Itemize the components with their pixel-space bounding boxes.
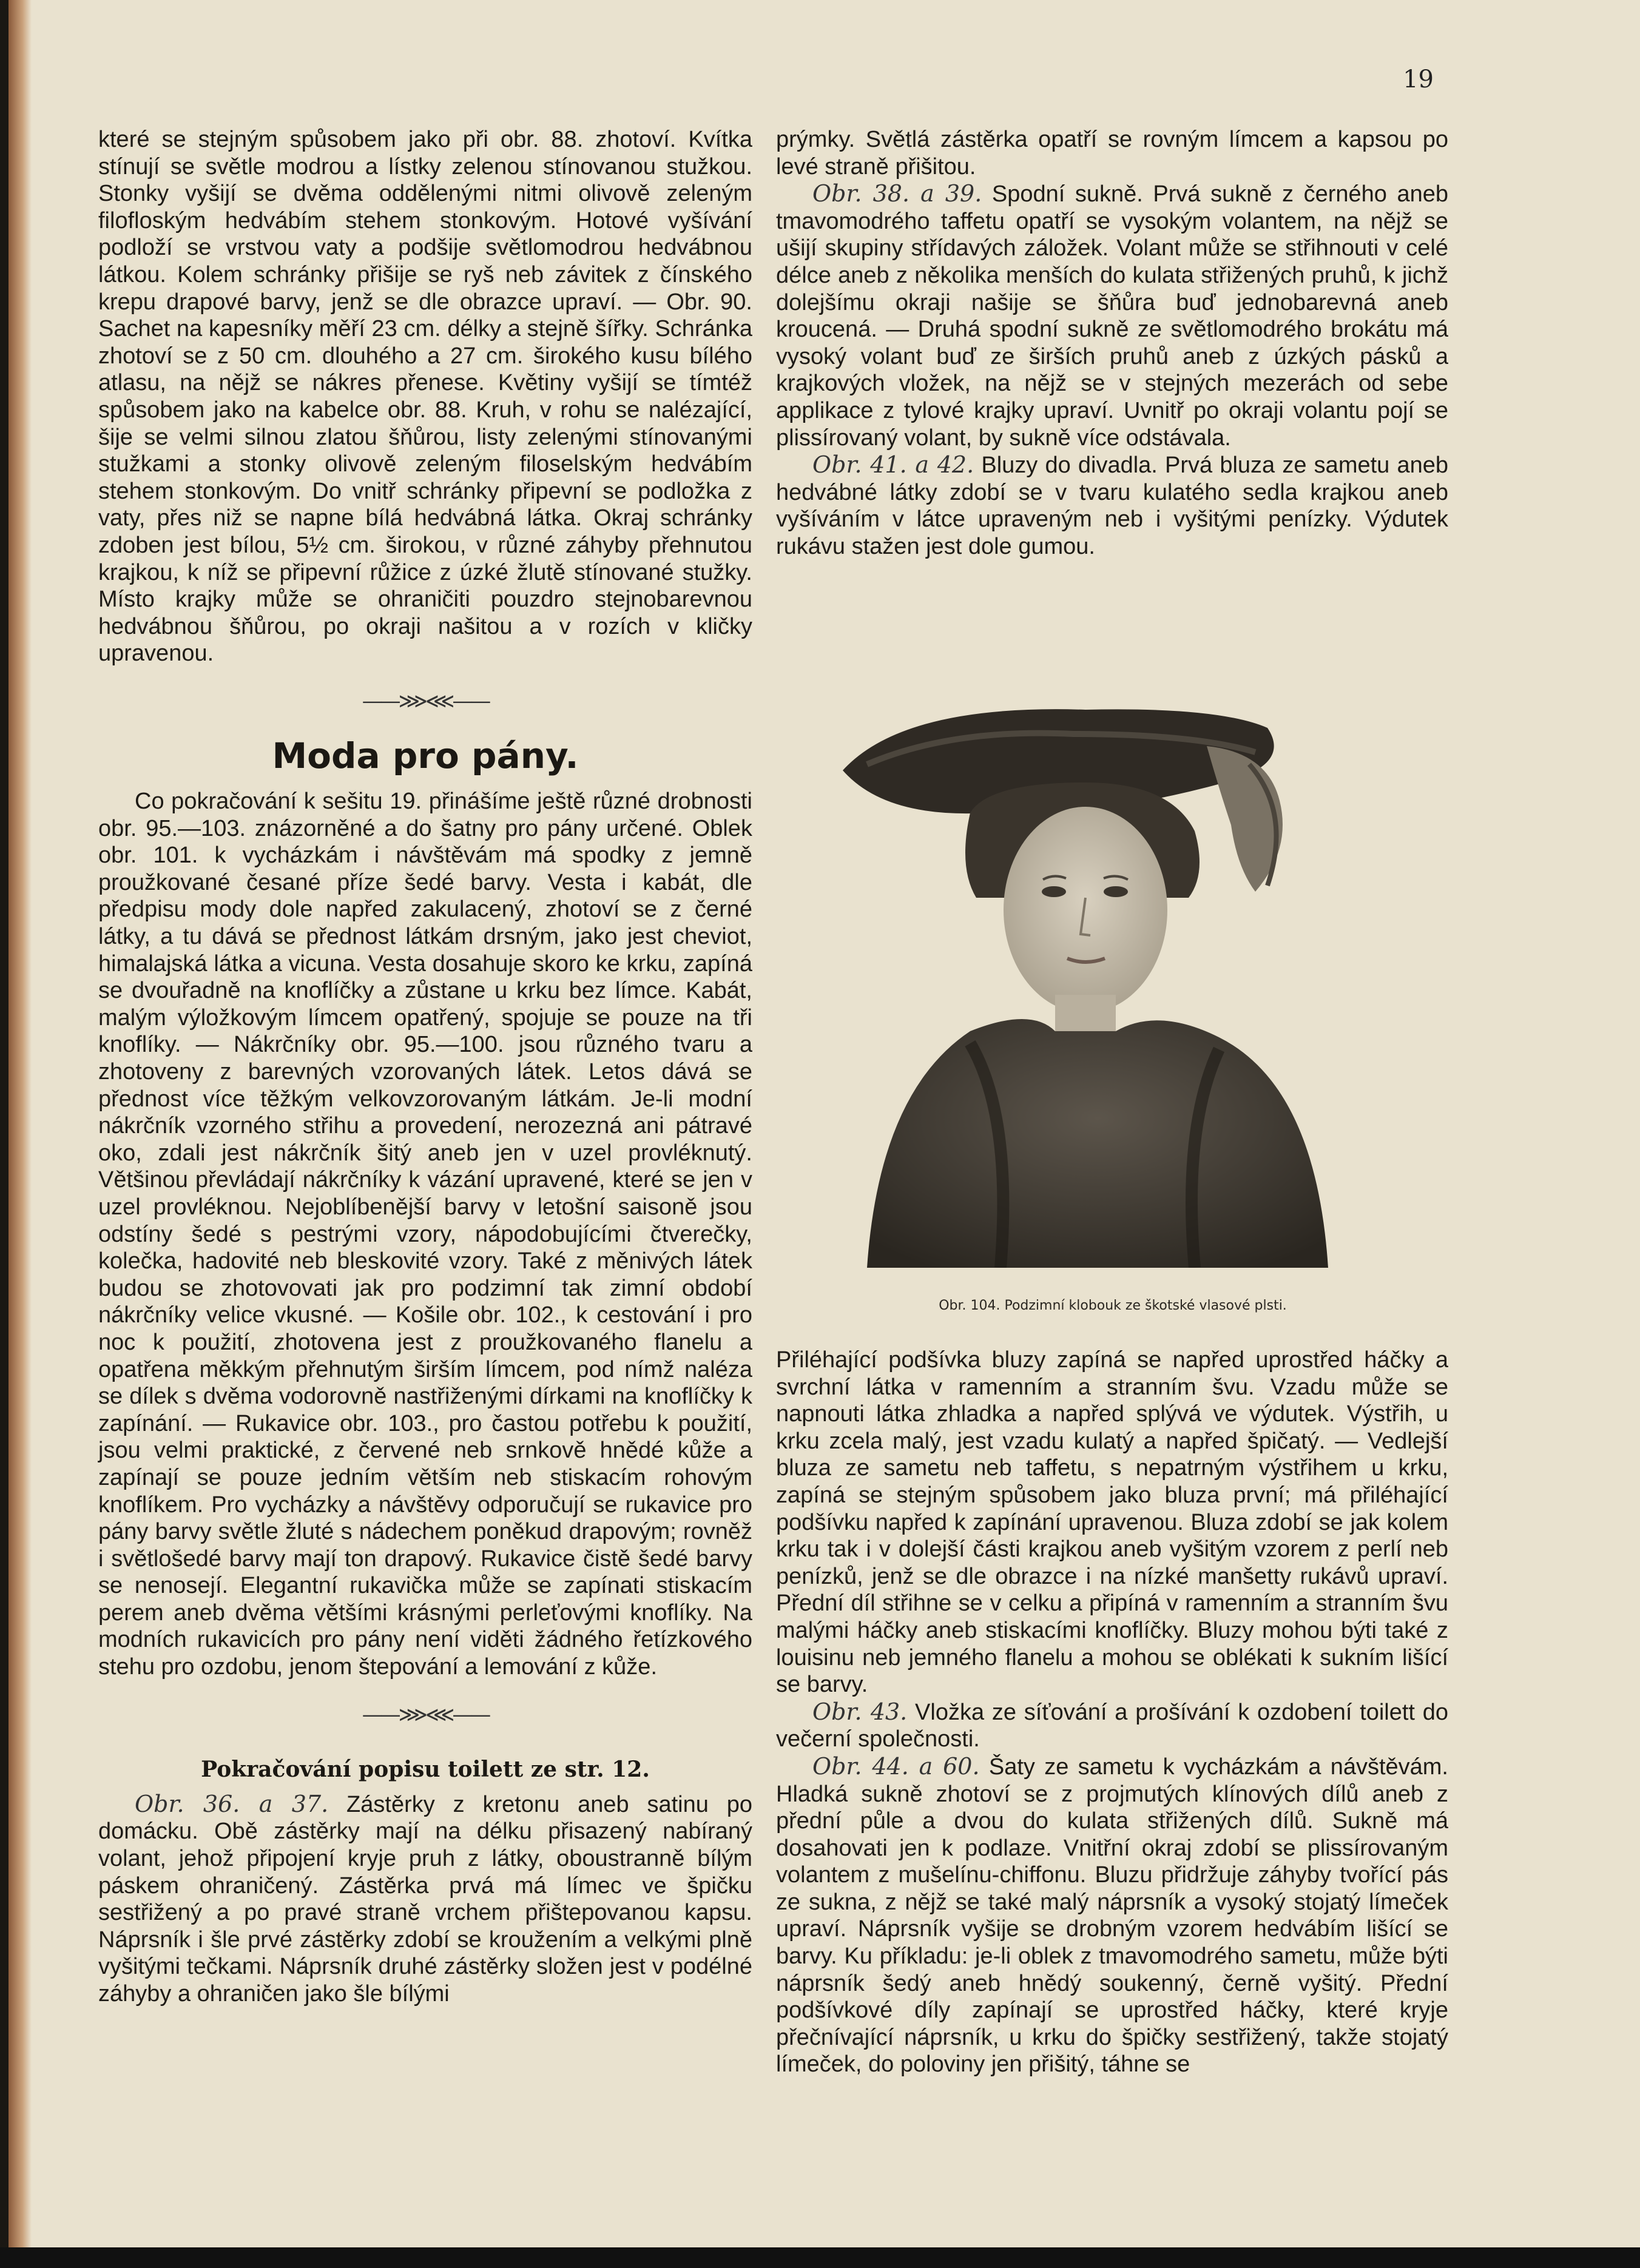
figure-reference: Obr. 43. [812,1698,908,1725]
paragraph-text: Šaty ze sametu k vycházkám a návštěvám. Hladká sukně zhotoví se z projmutých klínových dílů aneb z přední půle a dvou do kulata střižených dílů. Sukně má dosahovati jen k podlaze. Vnitřní okraj zdobí se plissírovaným volantem z mušelínu-chiffonu. Bluzu přidržuje záhyby tvořící pás ze sukna, z nějž se také malý náprsník a vysoký stojatý límeček upraví. Náprsník vyšije se drobným vzorem hedvábím lišící se barvy. Ku příkladu: je-li oblek z tmavomodrého sametu, může býti náprsník šedý aneb hnědý soukenný, černě vyšitý. Přední podšívkové díly zapínají se uprostřed háčky, které kryje přečnívající náprsník, u krku do špičky sestřižený, takže stojatý límeček, do poloviny jen přišitý, táhne se [776,1754,1448,2078]
paragraph-text: Zástěrky z kretonu aneb satinu po domácku. Obě zástěrky mají na délku přisazený nabíraný volant, jehož připojení kryje pruh z látky, oboustranně bílým páskem ohraničený. Zástěrka prvá má límec ve špičku sestřižený a po pravé straně vrchem přištepovanou kapsu. Náprsník i šle prvé zástěrky zdobí se kroužením a velkými plně vyšitými tečkami. Náprsník druhé zástěrky složen jest v podélné záhyby a ohraničen jako šle bílými [98,1791,752,2007]
figure-caption: Obr. 104. Podzimní klobouk ze škotské vlasové plsti. [939,1298,1287,1313]
subsection-heading: Pokračování popisu toilett ze str. 12. [201,1757,650,1783]
intro-paragraph: které se stejným spůsobem jako při obr. 88. zhotoví. Kvítka stínují se světle modrou a lístky zelenou stínovanou stužkou. Stonky vyšijí se dvěma oddělenými nitmi olivově zeleným filofloským hedvábím stehem stonkovým. Hotové vyšívání podloží se vrstvou vaty a podšije světlomodrou hedvábnou látkou. Kolem schránky přišije se ryš neb závitek z čínského krepu drapové barvy, jenž se dle obrazce upraví. — Obr. 90. Sachet na kapesníky měří 23 cm. délky a stejně šířky. Schránka zhotoví se z 50 cm. dlouhého a 27 cm. širokého kusu bílého atlasu, na nějž se nákres přenese. Květiny vyšijí se tímtéž spůsobem jako na kabelce obr. 88. Kruh, v rohu se nalézající, šije se velmi silnou zlatou šňůrou, listy zelenými stínovanými stužkami a stonky olivově zeleným filoselským hedvábím stehem stonkovým. Do vnitř schránky připevní se podložka z vaty, přes niž se napne bílá hedvábná látka. Okraj schránky zdoben jest bílou, 5½ cm. širokou, v různé záhyby přehnutou krajkou, k níž se připevní růžice z úzké žlutě stínované stužky. Místo krajky může se ohraničiti pouzdro stejnobarevnou hedvábnou šňůrou, po okraji našitou a v rozích v kličky upravenou. [98,127,752,667]
paragraph-after-figure: Přiléhající podšívka bluzy zapíná se napřed uprostřed háčky a svrchní látka v ramenním a stranním švu. Vzadu může se napnouti látka zhladka a napřed splývá ve výdutek. Výstřih, u krku zcela malý, jest vzadu kulatý a napřed špičatý. — Vedlejší bluza ze sametu neb taffetu, s nepatrným výstřihem u krku, zapíná se stejným spůsobem jako bluza první; má přiléhající podšívku napřed k zapínání upravenou. Bluza zdobí se jak kolem krku tak i v dolejší části krajkou aneb vyšitým vzorem z perlí neb penízků, jenž se dle obrazce i na nízké manšetty rukávů upraví. Přední díl střihne se v celku a připíná v ramenním a stranním švu malými háčky aneb stiskacími knoflíčky. Bluzy mohou býti také z louisinu neb jemného flanelu a mohou se oblékati k sukním lišící se barvy. [776,1347,1448,1698]
woman-hat-portrait-image [831,692,1377,1268]
paragraph-44-60 [776,1753,1448,2078]
moda-paragraph: Co pokračování k sešitu 19. přinášíme ještě různé drobnosti obr. 95.—103. znázorněné a do šatny pro pány určené. Oblek obr. 101. k vycházkám i návštěvám má spodky z jemně proužkované česané příze šedé barvy. Vesta i kabát, dle předpisu mody dole napřed zakulacený, zhotoví se z černé látky, a tu dává se přednost látkám drsným, jako jest cheviot, himalajská látka a vicuna. Vesta dosahuje skoro ke krku, zapíná se dvouřadně na knoflíčky a zůstane u krku bez límce. Kabát, malým výložkovým límcem opatřený, spojuje se pouze na tři knoflíky. — Nákrčníky obr. 95.—100. jsou různého tvaru a zhotoveny z barevných vzorovaných látek. Letos dává se přednost více těžkým velkovzorovaným látkám. Je-li modní nákrčník vzorného střihu a provedení, nerozezná ani pátravé oko, zdali jest nákrčník šitý aneb jen v uzel provléknutý. Většinou převládají nákrčníky k vázání upravené, které se jen v uzel provléknou. Nejoblíbenější barvy v letošní saisoně jsou odstíny šedé s pestrými vzory, nápodobujícími čtverečky, kolečka, hadovité neb bleskovité vzory. Také z měnivých látek budou se zhotovovati jak pro podzimní tak zimní období nákrčníky velice vkusné. — Košile obr. 102., k cestování i pro noc k použití, zhotovena jest z proužkovaného flanelu a opatřena měkkým přehnutým širším límcem, pod nímž naléza se dílek s dvěma vodorovně nastřiženými dírkami na knoflíčky k zapínání. — Rukavice obr. 103., pro častou potřebu k použití, jsou velmi praktické, z červené neb srnkově hnědé kůže a zapínají se pouze jedním větším neb stiskacím rohovým knoflíkem. Pro vycházky a návštěvy odporučují se rukavice pro pány barvy světle žluté s nádechem poněkud drapovým; rovněž i světlošedé barvy mají ton drapový. Rukavice čistě šedé barvy se nenosejí. Elegantní rukavička může se zapínati stiskacím perem aneb dvěma většími krásnými perleťovými knoflíky. Na modních rukavicích pro pány není viděti žádného řetízkového stehu pro ozdobu, jenom štepování a lemování z kůže. [98,789,752,1680]
right-column-bottom [776,1347,1448,2078]
paragraph-text: Spodní sukně. Prvá sukně z černého aneb tmavomodrého taffetu opatří se vysokým volantem, na nějž se ušijí skupiny střídavých záložek. Volant může se střihnouti v celé délce aneb z několika menších do kulata střižených pruhů, k jichž dolejšímu okraji našije se šňůra buď jednobarevná aneb kroucená. — Druhá spodní sukně ze světlomodrého brokátu má vysoký volant buď ze širších pruhů aneb z úzkých pásků a krajkových vložek, na nějž se v stejných mezerách od sebe applikace z tylové krajky upraví. Uvnitř po okraji volantu pojí se plissírovaný volant, by sukně více odstávala. [776,181,1448,451]
section-heading: Moda pro pány. [272,735,579,777]
left-column [98,126,752,2008]
magazine-page [8,0,1640,2268]
paragraph-41-42 [776,451,1448,560]
page-number: 19 [1403,66,1434,93]
figure-reference: Obr. 41. a 42. [812,451,974,479]
toilett-paragraph [98,1791,752,2008]
figure-reference: Obr. 38. a 39. [812,180,982,207]
paragraph-text: Bluzy do divadla. Prvá bluza ze sametu aneb hedvábné látky zdobí se v tvaru kulatého sedla krajkou aneb vyšíváním v látce upraveným neb i vyšitými penízky. Výdutek rukávu stažen jest dole gumou. [776,453,1449,559]
right-column-top [776,126,1448,560]
paragraph-text: Vložka ze síťování a prošívání k ozdobení toilett do večerní společnosti. [776,1699,1449,1752]
book-spine-edge [8,0,32,2268]
paragraph-43 [776,1698,1448,1753]
continuation-paragraph: prýmky. Světlá zástěrka opatří se rovným límcem a kapsou po levé straně přišitou. [776,127,1448,180]
figure-reference: Obr. 44. a 60. [812,1752,980,1780]
separator-ornament: ——⋙⋘—— [362,688,489,713]
separator-ornament: ——⋙⋘—— [362,1702,489,1727]
figure-reference: Obr. 36. a 37. [135,1790,329,1817]
scan-bottom-edge [0,2247,1640,2268]
paragraph-38-39 [776,180,1448,451]
